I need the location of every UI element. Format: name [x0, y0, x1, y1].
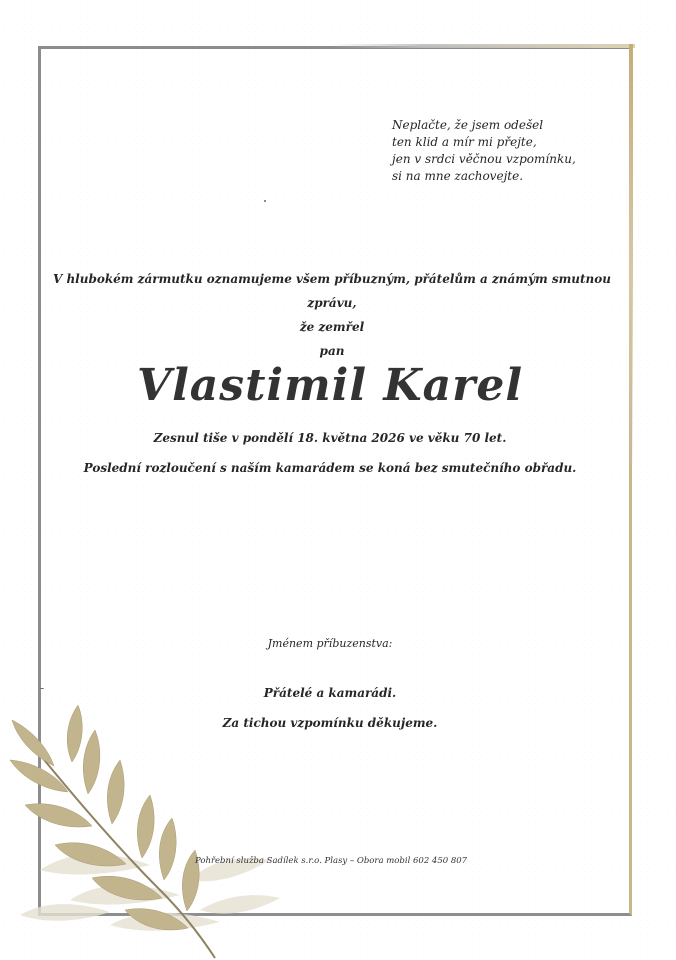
death-date-line: Zesnul tiše v pondělí 18. května 2026 ve věku 70 let. — [153, 431, 507, 445]
paper-speck — [40, 688, 44, 689]
farewell-line: Poslední rozloučení s naším kamarádem se koná bez smutečního obřadu. — [83, 461, 577, 475]
poem-line: ten klid a mír mi přejte, — [392, 135, 537, 149]
family-intro: Jménem příbuzenstva: — [267, 637, 393, 650]
funeral-service-footer: Pohřební služba Sadílek s.r.o. Plasy – Obora mobil 602 450 807 — [195, 856, 468, 866]
paper-speck — [264, 200, 266, 202]
frame-right-highlight — [629, 44, 633, 464]
poem-line: jen v srdci věčnou vzpomínku, — [392, 152, 576, 166]
signature-line: Přátelé a kamarádi. — [263, 686, 397, 700]
frame-top-highlight — [330, 44, 635, 48]
thanks-line: Za tichou vzpomínku děkujeme. — [222, 716, 438, 730]
death-info — [50, 423, 610, 483]
poem-line: Neplačte, že jsem odešel — [392, 118, 544, 132]
announcement-line-2: že zemřel — [299, 320, 365, 334]
announcement — [52, 267, 612, 363]
announcement-line-3: pan — [319, 344, 345, 358]
deceased-name: Vlastimil Karel — [136, 360, 524, 411]
announcement-line-1: V hlubokém zármutku oznamujeme všem příbuzným, přátelům a známým smutnou zprávu, — [52, 272, 612, 310]
poem-line: si na mne zachovejte. — [392, 169, 524, 183]
poem — [392, 117, 612, 185]
olive-branch-icon — [0, 700, 290, 960]
